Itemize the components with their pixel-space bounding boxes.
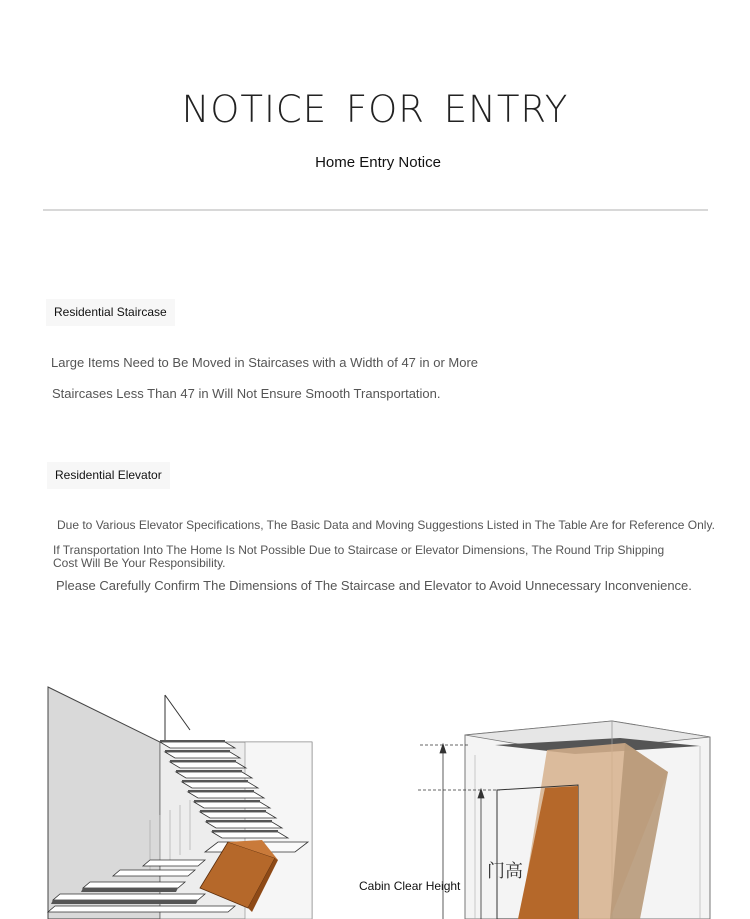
elevator-illustration [418, 721, 710, 919]
header-divider [43, 209, 708, 211]
staircase-warning-note: Staircases Less Than 47 in Will Not Ensure Smooth Transportation. [52, 386, 441, 401]
elevator-confirm-note: Please Carefully Confirm The Dimensions of The Staircase and Elevator to Avoid Unnecessary Inconvenience. [56, 578, 692, 593]
cabin-clear-height-label: Cabin Clear Height [359, 879, 461, 893]
page-title: NOTICE FOR ENTRY [181, 88, 569, 131]
staircase-section-label: Residential Staircase [46, 299, 175, 326]
elevator-reference-note: Due to Various Elevator Specifications, The Basic Data and Moving Suggestions Listed in The Table Are for Reference Only. [57, 518, 715, 532]
elevator-responsibility-note: If Transportation Into The Home Is Not Possible Due to Staircase or Elevator Dimensions, The Round Trip Shipping Cost Will Be Your Responsibility. [53, 543, 665, 570]
door-height-label: 门高 [487, 861, 523, 882]
staircase-illustration [48, 687, 312, 919]
elevator-section-label: Residential Elevator [47, 462, 170, 489]
staircase-width-note: Large Items Need to Be Moved in Staircases with a Width of 47 in or More [51, 355, 479, 370]
page-subtitle: Home Entry Notice [315, 154, 441, 171]
